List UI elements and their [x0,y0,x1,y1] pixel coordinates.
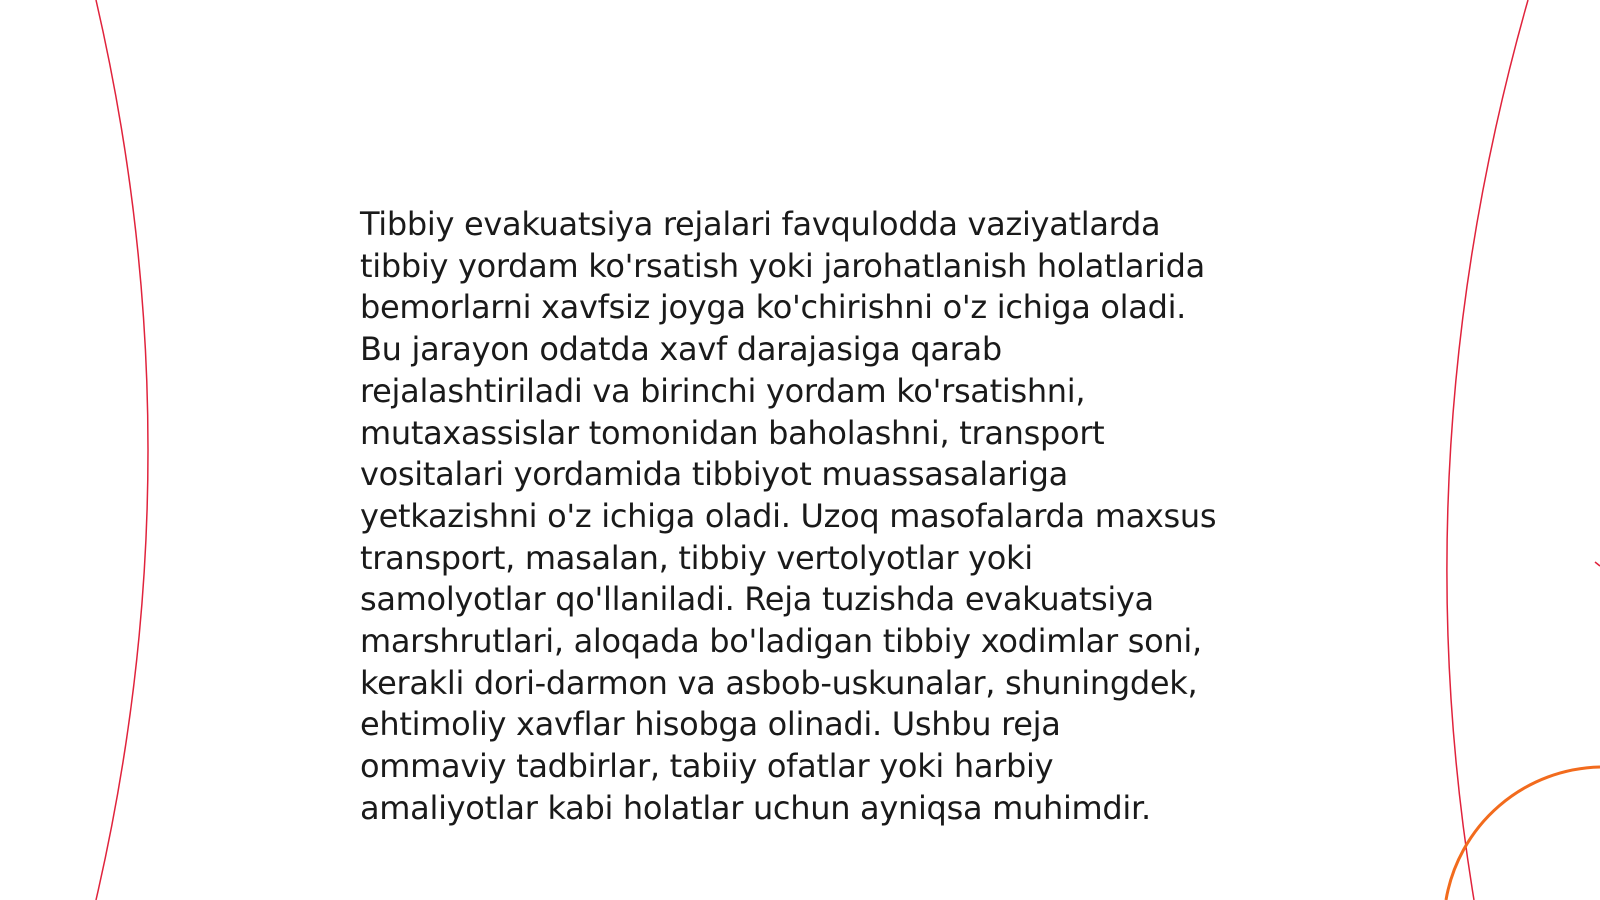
right-edge-tick [1595,562,1600,566]
left-curve-line [96,0,148,900]
right-curve-line [1447,0,1528,900]
orange-arc [1446,767,1600,900]
body-text: Tibbiy evakuatsiya rejalari favqulodda vaziyatlarda tibbiy yordam ko'rsatish yoki jarohatlanish holatlarida bemorlarni xavfsiz joyga ko'chirishni o'z ichiga oladi. Bu jarayon odatda xavf darajasiga qarab rejalashtiriladi va birinchi yordam ko'rsatishni, mutaxassislar tomonidan baholashni, transport vositalari yordamida tibbiyot muassasalariga yetkazishni o'z ichiga oladi. Uzoq masofalarda maxsus transport, masalan, tibbiy vertolyotlar yoki samolyotlar qo'llaniladi. Reja tuzishda evakuatsiya marshrutlari, aloqada bo'ladigan tibbiy xodimlar soni, kerakli dori-darmon va asbob-uskunalar, shuningdek, ehtimoliy xavflar hisobga olinadi. Ushbu reja ommaviy tadbirlar, tabiiy ofatlar yoki harbiy amaliyotlar kabi holatlar uchun ayniqsa muhimdir. [360,205,1217,827]
